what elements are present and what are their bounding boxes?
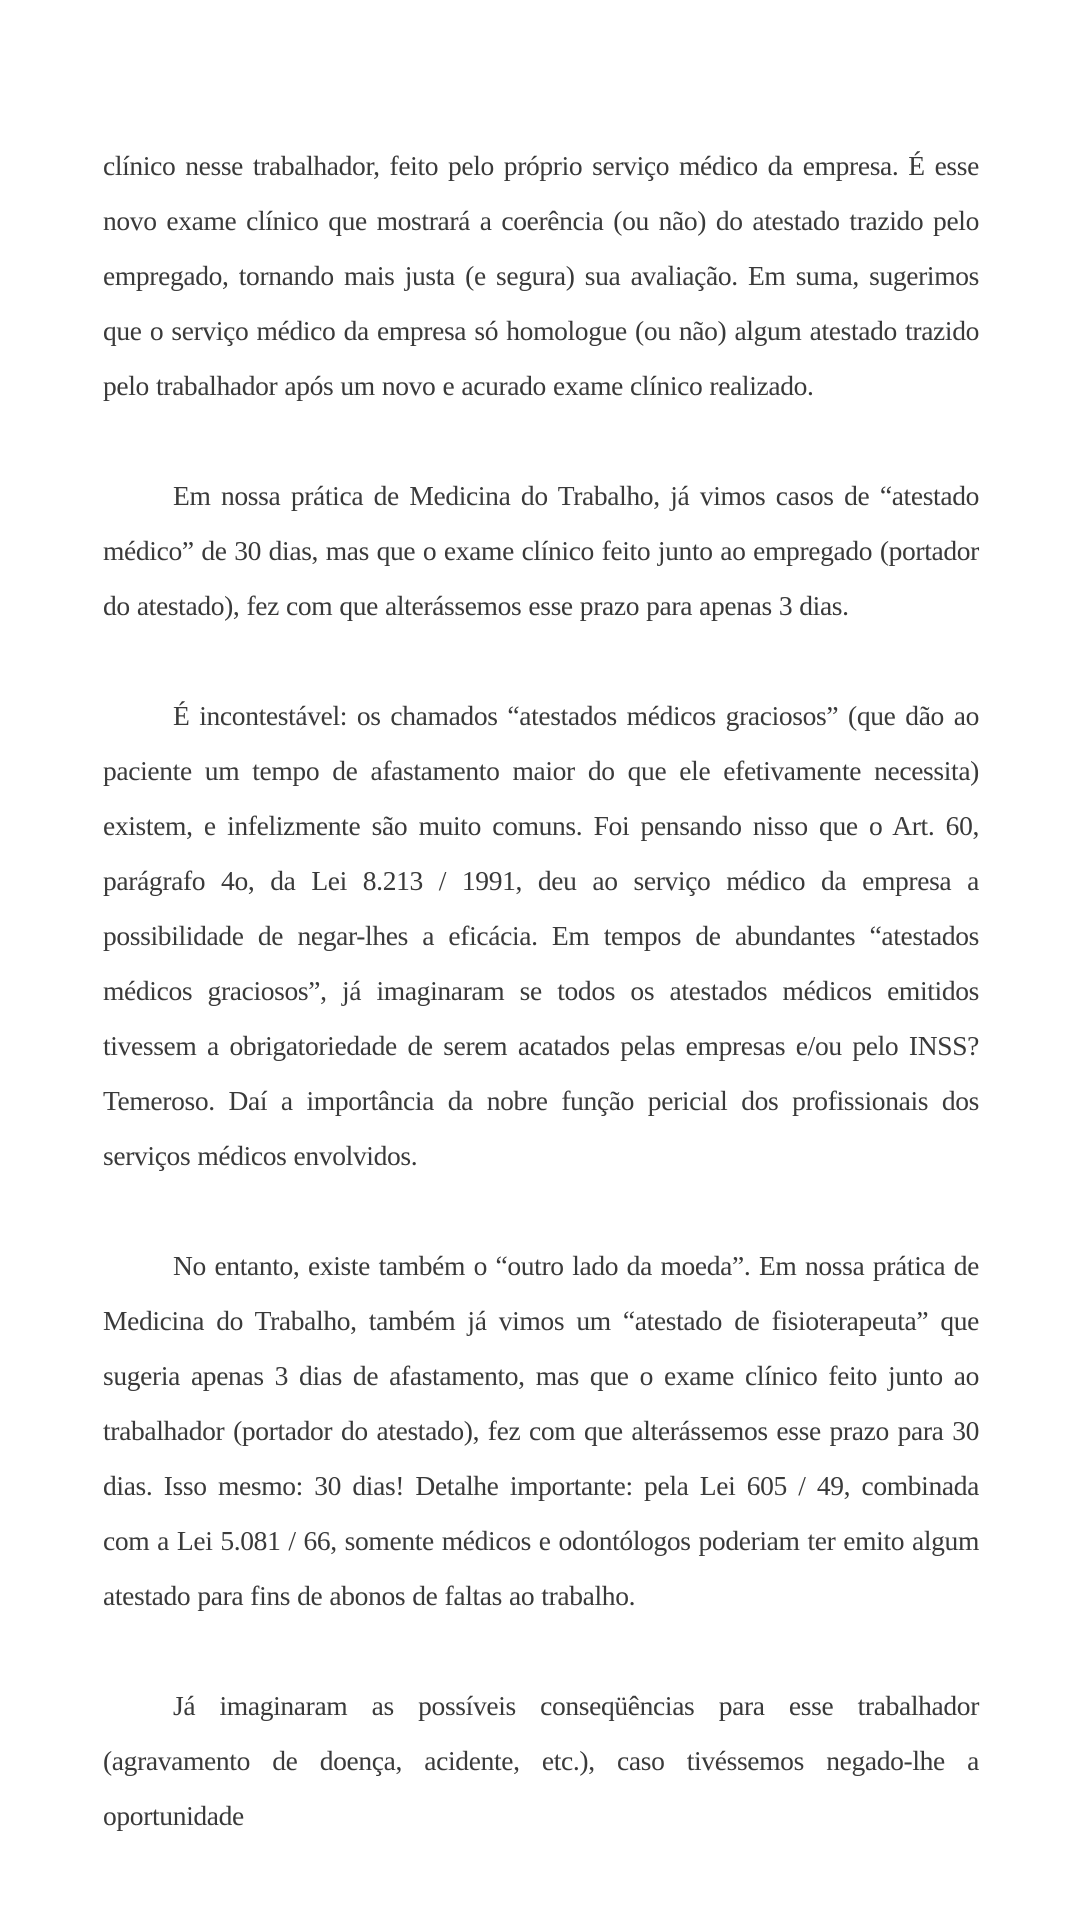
paragraph-continuation: clínico nesse trabalhador, feito pelo próprio serviço médico da empresa. É esse novo exame clínico que mostrará a coerência (ou não) do atestado trazido pelo empregado, tornando mais justa (e segura) sua avaliação. Em suma, sugerimos que o serviço médico da empresa só homologue (ou não) algum atestado trazido pelo trabalhador após um novo e acurado exame clínico realizado.: [103, 150, 979, 401]
paragraph-atestado-30-dias: Em nossa prática de Medicina do Trabalho, já vimos casos de “atestado médico” de 30 dias, mas que o exame clínico feito junto ao empregado (portador do atestado), fez com que alterássemos esse prazo para apenas 3 dias.: [103, 480, 979, 621]
paragraph-consequencias: Já imaginaram as possíveis conseqüências para esse trabalhador (agravamento de doença, acidente, etc.), caso tivéssemos negado-lhe a oportunidade: [103, 1690, 979, 1831]
paragraph-outro-lado-da-moeda: No entanto, existe também o “outro lado da moeda”. Em nossa prática de Medicina do Trabalho, também já vimos um “atestado de fisioterapeuta” que sugeria apenas 3 dias de afastamento, mas que o exame clínico feito junto ao trabalhador (portador do atestado), fez com que alterássemos esse prazo para 30 dias. Isso mesmo: 30 dias! Detalhe importante: pela Lei 605 / 49, combinada com a Lei 5.081 / 66, somente médicos e odontólogos poderiam ter emito algum atestado para fins de abonos de faltas ao trabalho.: [103, 1250, 979, 1611]
document-body: [103, 138, 979, 1843]
paragraph-atestados-graciosos: É incontestável: os chamados “atestados médicos graciosos” (que dão ao paciente um tempo de afastamento maior do que ele efetivamente necessita) existem, e infelizmente são muito comuns. Foi pensando nisso que o Art. 60, parágrafo 4o, da Lei 8.213 / 1991, deu ao serviço médico da empresa a possibilidade de negar-lhes a eficácia. Em tempos de abundantes “atestados médicos graciosos”, já imaginaram se todos os atestados médicos emitidos tivessem a obrigatoriedade de serem acatados pelas empresas e/ou pelo INSS? Temeroso. Daí a importância da nobre função pericial dos profissionais dos serviços médicos envolvidos.: [103, 700, 979, 1171]
